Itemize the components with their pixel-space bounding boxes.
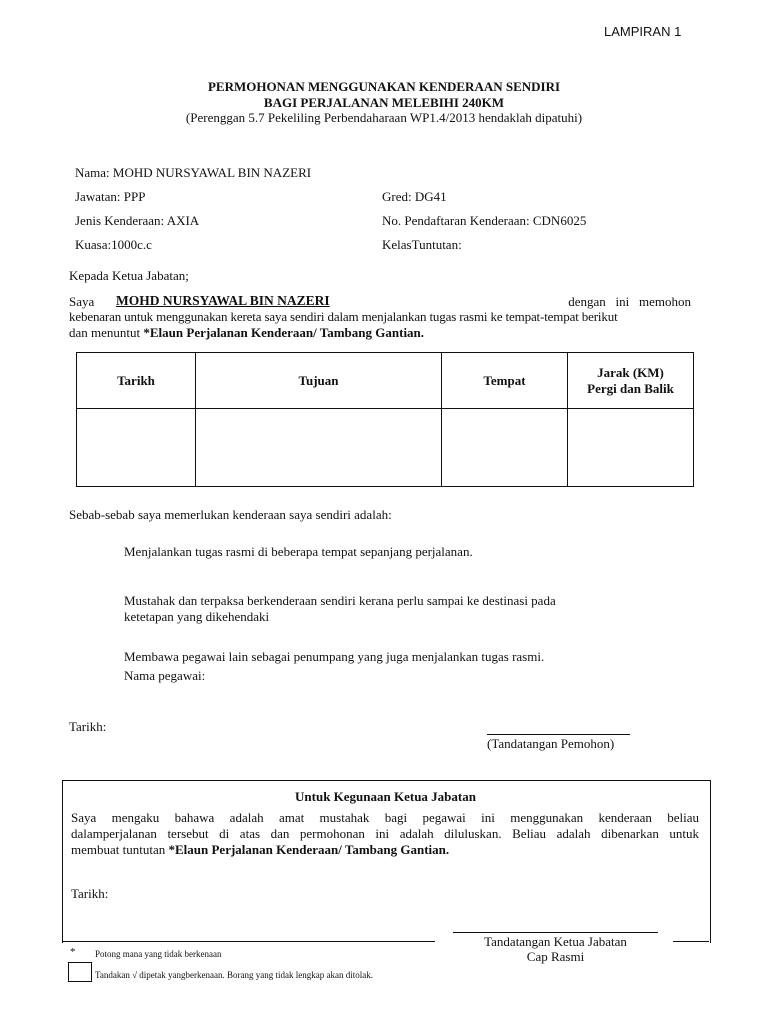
footnote-tick: Tandakan √ dipetak yangberkenaan. Borang yang tidak lengkap akan ditolak. xyxy=(95,970,373,980)
applicant-signature-line xyxy=(487,734,630,735)
form-title-line2: BAGI PERJALANAN MELEBIHI 240KM xyxy=(263,95,505,110)
appendix-label: LAMPIRAN 1 xyxy=(604,24,682,39)
table-row xyxy=(77,409,694,487)
header-date: Tarikh xyxy=(77,353,196,409)
box-bottom-right-line xyxy=(673,941,709,942)
office-paragraph-line1: Saya mengaku bahawa adalah amat mustahak bagi pegawai ini menggunakan kenderaan beliau xyxy=(71,810,699,825)
applicant-name: Nama: MOHD NURSYAWAL BIN NAZERI xyxy=(75,165,312,180)
cell-date[interactable] xyxy=(77,409,196,487)
request-line3 xyxy=(69,325,424,341)
header-place: Tempat xyxy=(442,353,568,409)
request-applicant-name: MOHD NURSYAWAL BIN NAZERI xyxy=(116,293,330,308)
travel-table xyxy=(76,352,694,487)
cell-place[interactable] xyxy=(442,409,568,487)
head-signature-label: Tandatangan Ketua Jabatan xyxy=(484,934,627,949)
header-distance xyxy=(568,353,694,409)
applicant-position: Jawatan: PPP xyxy=(75,189,146,204)
form-title-reference: (Perenggan 5.7 Pekeliling Perbendaharaan WP1.4/2013 hendaklah dipatuhi) xyxy=(185,110,583,125)
reason-3: Membawa pegawai lain sebagai penumpang yang juga menjalankan tugas rasmi. xyxy=(124,649,545,664)
request-line2: kebenaran untuk menggunakan kereta saya sendiri dalam menjalankan tugas rasmi ke tempat-tempat berikut xyxy=(69,309,618,324)
tick-checkbox[interactable] xyxy=(68,962,92,982)
vehicle-type: Jenis Kenderaan: AXIA xyxy=(75,213,200,228)
applicant-date-label: Tarikh: xyxy=(69,719,107,734)
applicant-signature-label: (Tandatangan Pemohon) xyxy=(487,736,615,751)
head-signature-line xyxy=(453,932,658,933)
salutation: Kepada Ketua Jabatan; xyxy=(69,268,189,283)
request-line3-prefix: dan menuntut xyxy=(69,325,144,340)
office-paragraph-line3-prefix: membuat tuntutan xyxy=(71,842,169,857)
vehicle-power: Kuasa:1000c.c xyxy=(75,237,152,252)
reasons-intro: Sebab-sebab saya memerlukan kenderaan saya sendiri adalah: xyxy=(69,507,392,522)
request-saya: Saya xyxy=(69,294,95,309)
office-heading: Untuk Kegunaan Ketua Jabatan xyxy=(295,789,476,804)
header-distance-line1: Jarak (KM) xyxy=(597,364,664,380)
travel-table-header-row xyxy=(77,353,694,409)
reason-2-line1: Mustahak dan terpaksa berkenderaan sendiri kerana perlu sampai ke destinasi pada xyxy=(124,593,556,608)
official-stamp-label: Cap Rasmi xyxy=(526,949,585,964)
footnote-strike: Potong mana yang tidak berkenaan xyxy=(95,949,222,959)
header-distance-line2: Pergi dan Balik xyxy=(587,380,674,396)
reason-2-line2: ketetapan yang dikehendaki xyxy=(124,609,270,624)
office-paragraph-line2: dalamperjalanan tersebut di atas dan permohonan ini adalah diluluskan. Beliau adalah dibenarkan untuk xyxy=(71,826,699,841)
request-line3-bold: *Elaun Perjalanan Kenderaan/ Tambang Gantian. xyxy=(143,325,425,340)
cell-distance[interactable] xyxy=(568,409,694,487)
vehicle-registration: No. Pendaftaran Kenderaan: CDN6025 xyxy=(382,213,587,228)
office-paragraph-line3 xyxy=(71,842,449,858)
request-line1-tail: dengan ini memohon xyxy=(568,294,691,309)
applicant-grade: Gred: DG41 xyxy=(382,189,447,204)
staff-name-label: Nama pegawai: xyxy=(124,668,206,683)
header-purpose: Tujuan xyxy=(196,353,442,409)
form-title-line1: PERMOHONAN MENGGUNAKAN KENDERAAN SENDIRI xyxy=(207,79,561,94)
cell-purpose[interactable] xyxy=(196,409,442,487)
footnote-star: * xyxy=(70,946,76,958)
office-paragraph-line3-bold: *Elaun Perjalanan Kenderaan/ Tambang Gantian. xyxy=(168,842,450,857)
office-date-label: Tarikh: xyxy=(71,886,109,901)
reason-1: Menjalankan tugas rasmi di beberapa tempat sepanjang perjalanan. xyxy=(124,544,473,559)
claim-class: KelasTuntutan: xyxy=(382,237,462,252)
box-bottom-left-line xyxy=(62,941,435,942)
